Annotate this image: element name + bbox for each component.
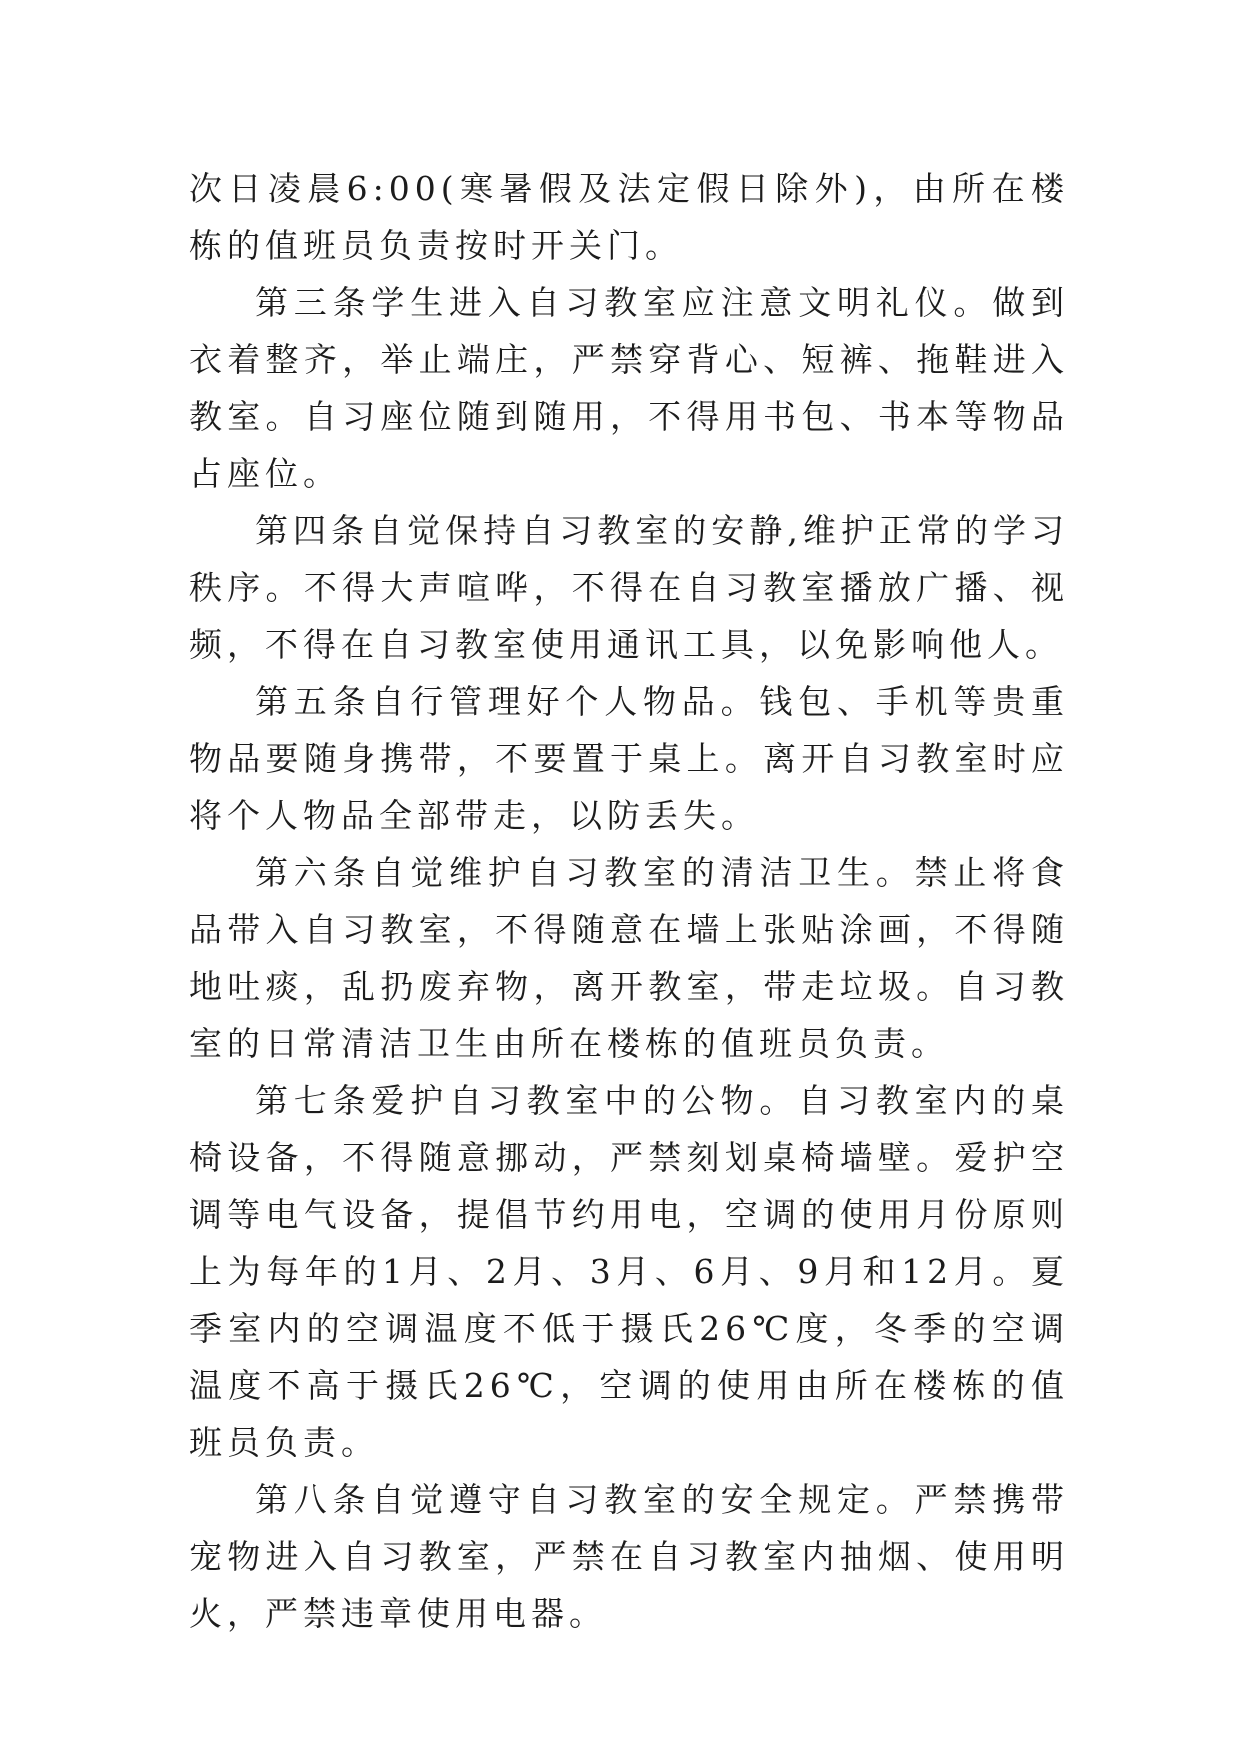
- article-5: 第五条自行管理好个人物品。钱包、手机等贵重物品要随身携带，不要置于桌上。离开自习教室时应将个人物品全部带走，以防丢失。: [189, 682, 1069, 835]
- article-3: 第三条学生进入自习教室应注意文明礼仪。做到衣着整齐，举止端庄，严禁穿背心、短裤、拖鞋进入教室。自习座位随到随用，不得用书包、书本等物品占座位。: [189, 283, 1069, 493]
- article-6: 第六条自觉维护自习教室的清洁卫生。禁止将食品带入自习教室，不得随意在墙上张贴涂画，不得随地吐痰，乱扔废弃物，离开教室，带走垃圾。自习教室的日常清洁卫生由所在楼栋的值班员负责。: [189, 853, 1069, 1063]
- article-4: 第四条自觉保持自习教室的安静,维护正常的学习秩序。不得大声喧哗，不得在自习教室播放广播、视频，不得在自习教室使用通讯工具，以免影响他人。: [189, 511, 1069, 664]
- article-7: 第七条爱护自习教室中的公物。自习教室内的桌椅设备，不得随意挪动，严禁刻划桌椅墙壁。爱护空调等电气设备，提倡节约用电，空调的使用月份原则上为每年的1月、2月、3月、6月、9月和12月。夏季室内的空调温度不低于摄氏26℃度，冬季的空调温度不高于摄氏26℃，空调的使用由所在楼栋的值班员负责。: [189, 1081, 1069, 1462]
- paragraph-continuation: 次日凌晨6:00(寒暑假及法定假日除外)，由所在楼栋的值班员负责按时开关门。: [189, 169, 1069, 265]
- regulation-body: [189, 160, 1069, 1642]
- article-8: 第八条自觉遵守自习教室的安全规定。严禁携带宠物进入自习教室，严禁在自习教室内抽烟、使用明火，严禁违章使用电器。: [189, 1480, 1069, 1633]
